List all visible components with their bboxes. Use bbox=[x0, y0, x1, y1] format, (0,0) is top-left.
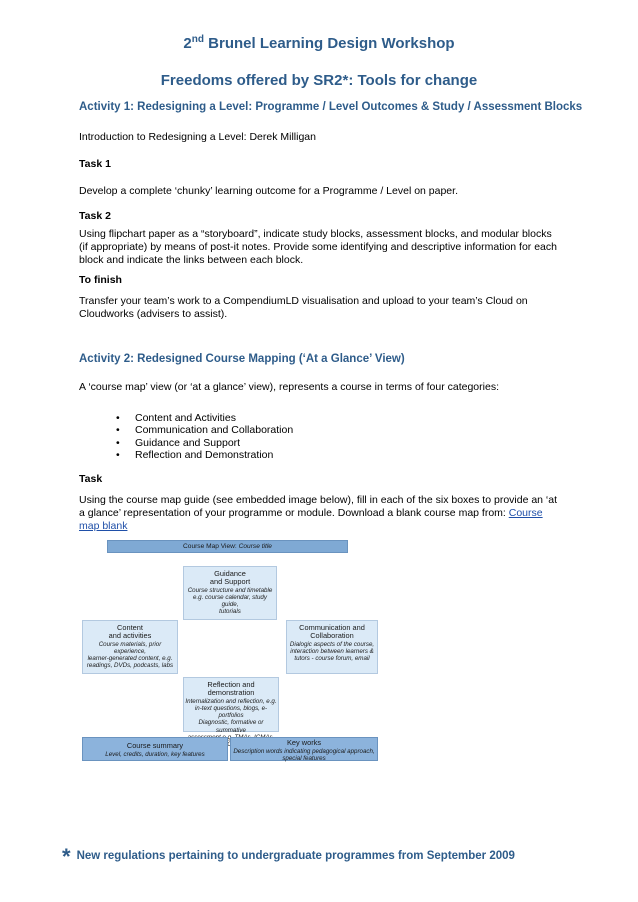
course-map-title-bar bbox=[107, 540, 348, 553]
box-description: tutors - course forum, email bbox=[294, 655, 370, 663]
box-description: readings, DVDs, podcasts, labs bbox=[86, 662, 174, 670]
list-item: • Content and Activities bbox=[116, 412, 293, 424]
task-text bbox=[79, 494, 564, 533]
list-item: • Reflection and Demonstration bbox=[116, 449, 293, 461]
guidance-support-box bbox=[183, 566, 277, 620]
box-title: and activities bbox=[108, 631, 152, 641]
box-description: in-text questions, blogs, e-portfolios bbox=[194, 705, 268, 720]
activity2-heading: Activity 2: Redesigned Course Mapping (‘At a Glance’ View) bbox=[79, 353, 405, 365]
title-ordinal: 2 bbox=[183, 35, 192, 52]
course-map-image bbox=[80, 538, 380, 764]
box-title: Communication and bbox=[299, 623, 365, 632]
box-description: Level, credits, duration, key features bbox=[105, 750, 205, 758]
course-map-title-italic: Course title bbox=[238, 543, 272, 550]
box-title: Collaboration bbox=[310, 631, 354, 641]
box-description: learner-generated content, e.g. bbox=[87, 655, 173, 663]
box-description: e.g. course calendar, study guide, bbox=[193, 594, 267, 609]
box-description: Course materials, prior experience, bbox=[98, 640, 162, 656]
box-description: special features bbox=[282, 755, 326, 762]
asterisk-icon: * bbox=[62, 844, 71, 869]
box-title: Content bbox=[117, 623, 143, 632]
box-description: Description words indicating pedagogical approach, bbox=[233, 747, 375, 755]
list-item: • Guidance and Support bbox=[116, 437, 293, 449]
reflection-demonstration-box bbox=[183, 677, 279, 732]
task2-label: Task 2 bbox=[79, 210, 111, 222]
box-title: Course summary bbox=[126, 741, 184, 750]
box-description: Diagnostic, formative or summative bbox=[198, 719, 264, 734]
footnote bbox=[62, 844, 515, 870]
box-title: and Support bbox=[209, 577, 251, 587]
box-description: Internalization and reflection, e.g. bbox=[185, 697, 277, 705]
footnote-text: New regulations pertaining to undergraduate programmes from September 2009 bbox=[76, 850, 515, 862]
key-works-box bbox=[230, 737, 378, 761]
page-subtitle: Freedoms offered by SR2*: Tools for change bbox=[160, 72, 478, 89]
task-text-body: Using the course map guide (see embedded image below), fill in each of the six boxes to provide an ‘at a glance’ representation of your programme or module. Download a blank course map from: bbox=[79, 494, 558, 519]
communication-collaboration-box bbox=[286, 620, 378, 674]
box-description: Dialogic aspects of the course, bbox=[289, 640, 375, 648]
box-title: Guidance bbox=[214, 569, 246, 578]
activity1-intro: Introduction to Redesigning a Level: Derek Milligan bbox=[79, 131, 316, 143]
course-map-blank-link[interactable]: Course map blank bbox=[79, 507, 543, 532]
task1-label: Task 1 bbox=[79, 158, 111, 170]
box-title: Key works bbox=[286, 738, 322, 747]
box-title: demonstration bbox=[207, 688, 255, 698]
finish-label: To finish bbox=[79, 274, 122, 286]
title-superscript: nd bbox=[191, 34, 204, 45]
content-activities-box bbox=[82, 620, 178, 674]
course-map-title-prefix: Course Map View: bbox=[183, 543, 239, 550]
task1-text: Develop a complete ‘chunky’ learning outcome for a Programme / Level on paper. bbox=[79, 185, 458, 197]
finish-text: Transfer your team’s work to a CompendiumLD visualisation and upload to your team’s Cloud on Cloudworks (advisers to assist). bbox=[79, 295, 528, 320]
title-rest: Brunel Learning Design Workshop bbox=[203, 35, 455, 52]
box-description: interaction between learners & bbox=[290, 648, 374, 656]
category-list bbox=[116, 412, 293, 461]
activity2-intro: A ‘course map’ view (or ‘at a glance’ view), represents a course in terms of four categories: bbox=[79, 381, 499, 393]
task-label: Task bbox=[79, 473, 103, 485]
task2-text: Using flipchart paper as a “storyboard”, indicate study blocks, assessment blocks, and modular blocks (if appropriate) by means of post-it notes. Provide some identifying and descriptive information for each block and indicate the links between each block. bbox=[79, 228, 557, 266]
box-description: Course structure and timetable bbox=[187, 586, 273, 594]
course-summary-box bbox=[82, 737, 228, 761]
box-description: tutorials bbox=[219, 608, 241, 616]
list-item: • Communication and Collaboration bbox=[116, 424, 293, 436]
page-title bbox=[0, 34, 638, 52]
box-title: Reflection and bbox=[207, 680, 255, 689]
activity1-heading: Activity 1: Redesigning a Level: Programme / Level Outcomes & Study / Assessment Blocks bbox=[79, 101, 583, 113]
